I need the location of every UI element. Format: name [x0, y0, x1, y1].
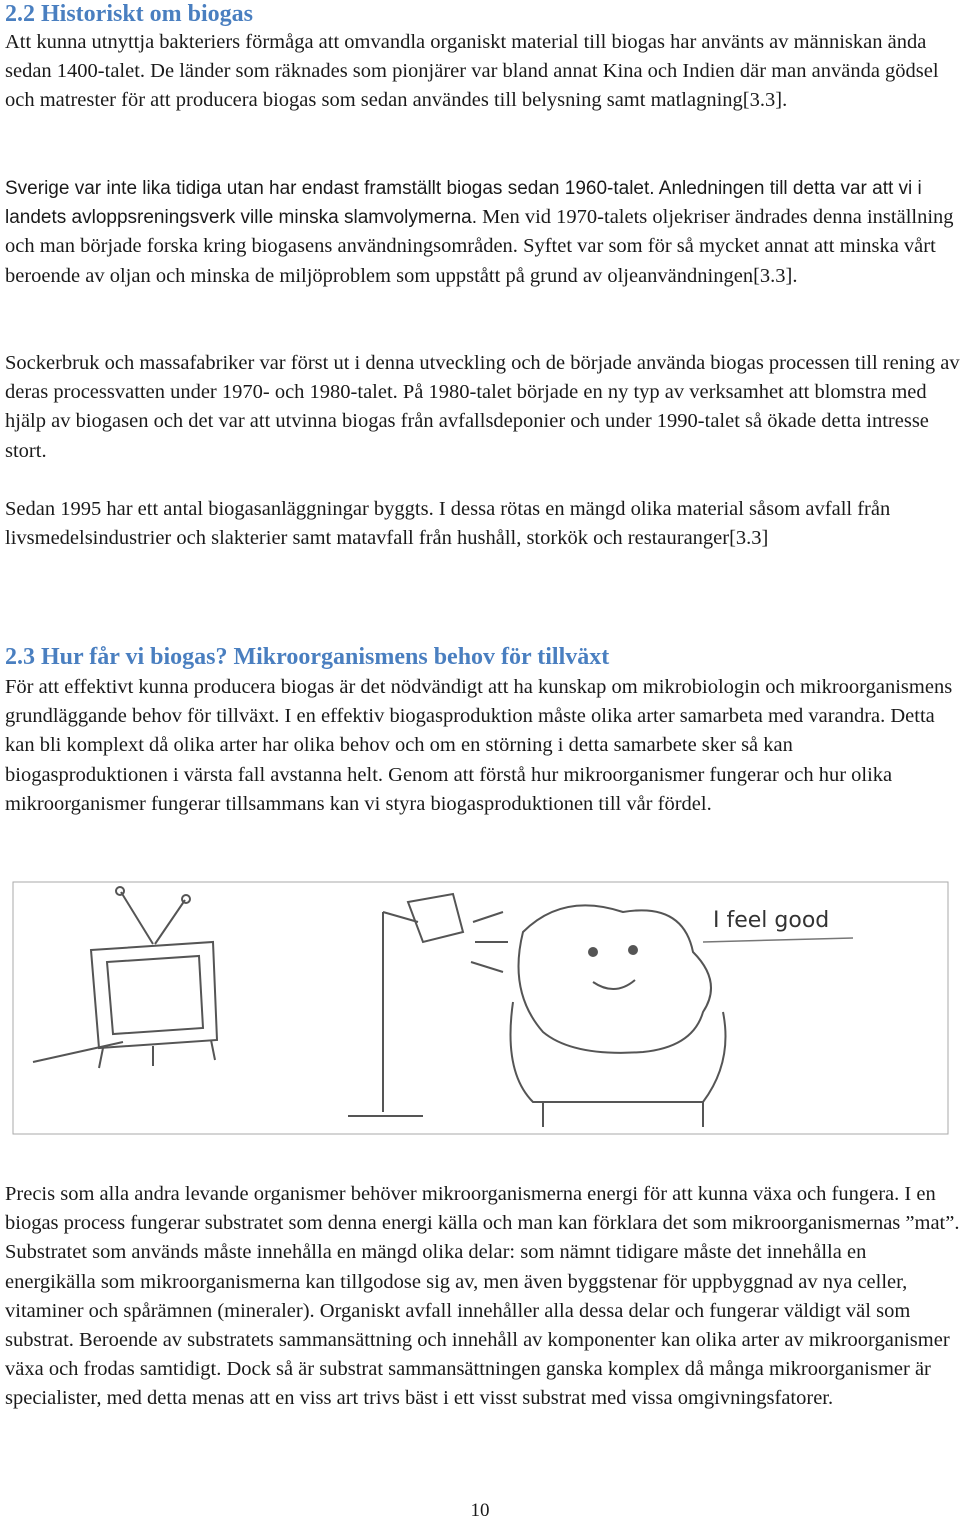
- paragraph-industry-history: Sockerbruk och massafabriker var först ut i denna utveckling och de började använda biogas processen till rening av deras processvatten under 1970- och 1980-talet. På 1980-talet började en ny typ av verksamhet att blomstra med hjälp av biogasen och det var att utvinna biogas från avfallsdeponier och under 1990-talet så ökade detta intresse stort.: [5, 352, 960, 462]
- speech-text: I feel good: [713, 908, 830, 933]
- paragraph-microorganism-needs: För att effektivt kunna producera biogas är det nödvändigt att ha kunskap om mikrobiologin och mikroorganismens grundläggande behov för tillväxt. I en effektiv biogasproduktion måste olika arter samarbeta med varandra. Detta kan bli komplext då olika arter har olika behov och om en störning i detta samarbete sker så kan biogasproduktionen i värsta fall avstanna helt. Genom att förstå hur mikroorganismer fungerar och hur olika mikroorganismer fungerar tillsammans kan vi styra biogasproduktionen till vår fördel.: [5, 676, 953, 815]
- section-heading-2-2: 2.2 Historiskt om biogas: [5, 1, 254, 27]
- paragraph-sweden-part-b: Anledningen till detta var att vi i landets avloppsreningsverk ville minska slamvolymerna.: [5, 178, 922, 229]
- page-number: 10: [470, 1500, 490, 1521]
- cartoon-figure: [3, 872, 958, 1144]
- paragraph-sweden-part-c: Men vid 1970-talets oljekriser ändrades denna inställning och man började forska kring biogasens användningsområden.: [5, 206, 954, 258]
- paragraph-sweden-part-d: Syftet var som för så mycket annat att minska vårt beroende av oljan och minska de miljöproblem som uppstått på grund av oljeanvändningen[3.3].: [5, 235, 936, 287]
- paragraph-history-intro: Att kunna utnyttja bakteriers förmåga att omvandla organiskt material till biogas har använts av människan ända sedan 1400-talet. De länder som räknades som pionjärer var bland annat Kina och Indien där man använda gödsel och matrester för att producera biogas som sedan användes till belysning samt matlagning[3.3].: [5, 31, 939, 112]
- paragraph-sweden-part-a: Sverige var inte lika tidiga utan har endast framställt biogas sedan 1960-talet.: [5, 178, 655, 199]
- paragraph-substrate-energy: Precis som alla andra levande organismer behöver mikroorganismerna energi för att kunna växa och fungera. I en biogas process fungerar substratet som denna energi källa och man kan förklara det som mikroorganismernas ”mat”. Substratet som används måste innehålla en mängd olika delar: som nämnt tidigare måste det innehålla en energikälla som mikroorganismerna kan tillgodose sig av, men även byggstenar för uppbyggnad av nya celler, vitaminer och spårämnen (mineraler). Organiskt avfall innehåller alla dessa delar och fungerar väldigt väl som substrat. Beroende av substratets sammansättning och innehåll av komponenter kan olika arter av mikroorganismer växa och frodas samtidigt. Dock så är substrat sammansättningen ganska komplex då många mikroorganismer är specialister, med detta menas att en viss art trivs bäst i ett visst substrat med vissa omgivningsfatorer.: [5, 1183, 960, 1410]
- section-heading-2-3: 2.3 Hur får vi biogas? Mikroorganismens behov för tillväxt: [5, 644, 610, 670]
- paragraph-sweden-history: [5, 174, 960, 291]
- paragraph-since-1995: Sedan 1995 har ett antal biogasanläggningar byggts. I dessa rötas en mängd olika material såsom avfall från livsmedelsindustrier och slakterier samt matavfall från hushåll, storkök och restauranger[3.3]: [5, 498, 891, 550]
